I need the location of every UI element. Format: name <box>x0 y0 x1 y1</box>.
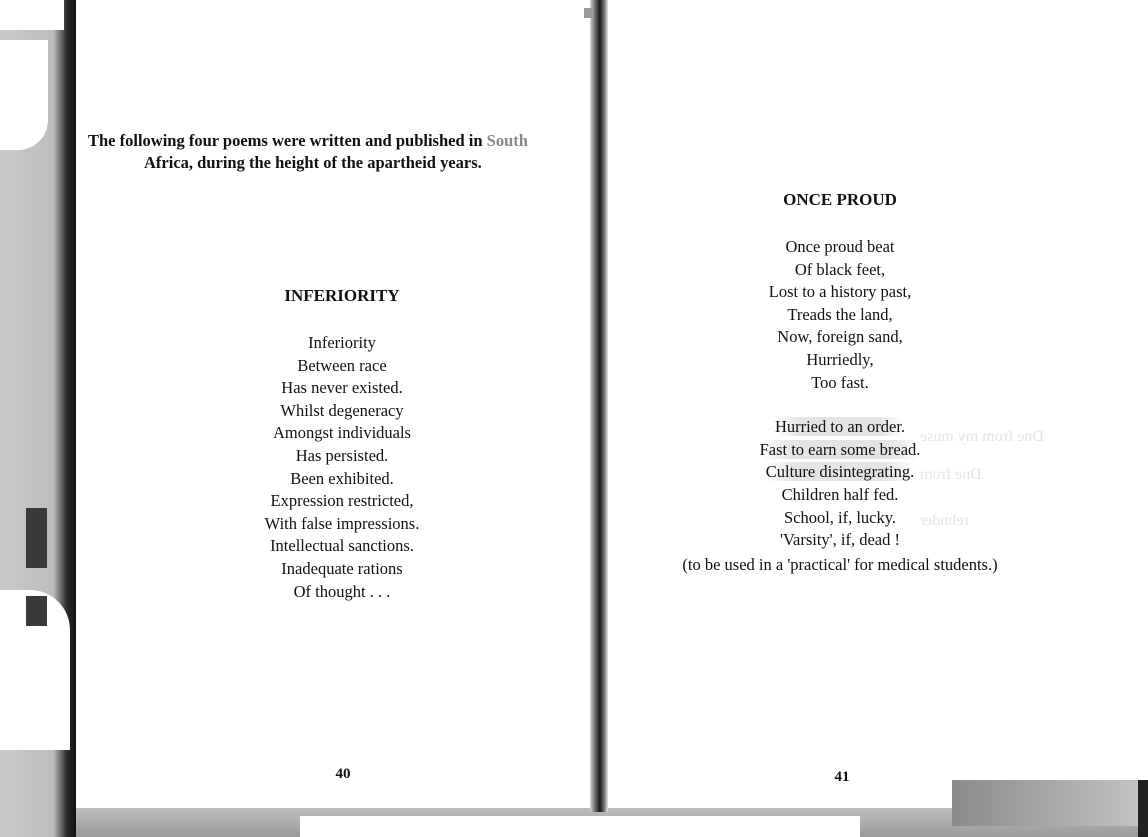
poem-line: With false impressions. <box>264 513 420 533</box>
poem-line: Between race <box>297 355 387 375</box>
intro-line-1: The following four poems were written and published in <box>88 131 483 150</box>
poem-line: Now, foreign sand, <box>777 327 903 347</box>
bleed-through-text: Dne from <box>920 466 982 483</box>
poem-line: School, if, lucky. <box>783 507 897 527</box>
poem-inferiority <box>242 332 442 603</box>
scan-artifact <box>300 816 860 837</box>
poem-line: Inadequate rations <box>281 558 403 578</box>
poem-line: Once proud beat <box>785 237 895 256</box>
poem-line: Has persisted. <box>295 445 389 465</box>
poem-line: Inferiority <box>308 333 376 352</box>
poem-line <box>700 416 980 439</box>
page-number-right: 41 <box>834 769 850 785</box>
poem-line: Been exhibited. <box>290 468 394 488</box>
poem-line: Has never existed. <box>281 378 403 398</box>
poem-line: Amongst individuals <box>273 423 411 443</box>
intro-line-2: Africa, during the height of the apartheid years. <box>144 153 482 172</box>
scan-artifact <box>0 40 48 150</box>
poem-title-inferiority: INFERIORITY <box>284 286 400 305</box>
poem-line: Intellectual sanctions. <box>270 536 414 556</box>
page-number-left: 40 <box>335 766 351 782</box>
bleed-through-text: rehnder <box>920 512 969 529</box>
book-spine <box>590 0 608 812</box>
poem-line <box>700 461 980 484</box>
poem-once-proud <box>700 236 980 552</box>
poem-line-text: Fast to earn some bread. <box>759 439 921 459</box>
poem-line: Lost to a history past, <box>768 282 912 302</box>
scan-artifact <box>1138 780 1148 837</box>
scan-artifact <box>0 0 64 30</box>
poem-line: Expression restricted, <box>270 491 414 511</box>
poem-line: Of thought . . . <box>293 581 391 601</box>
bleed-through-text: Dne from my muse <box>920 428 1044 445</box>
poem-line-text: Culture disintegrating. <box>765 462 915 482</box>
scan-artifact-bar <box>26 596 47 626</box>
poem-line: Too fast. <box>811 372 869 392</box>
scan-bottom-right-shadow <box>952 780 1148 826</box>
poem-title-once-proud: ONCE PROUD <box>783 190 897 209</box>
poem-footnote: (to be used in a 'practical' for medical students.) <box>682 555 998 574</box>
intro-faded-word: South <box>486 131 528 150</box>
scan-artifact <box>584 8 592 18</box>
poem-line-text: Hurried to an order. <box>774 417 906 437</box>
scan-artifact-bar <box>26 508 47 568</box>
poem-line: Hurriedly, <box>806 349 874 369</box>
poem-line: Whilst degeneracy <box>280 400 404 420</box>
intro-paragraph <box>88 130 598 174</box>
poem-line <box>700 439 980 462</box>
poem-line: 'Varsity', if, dead ! <box>779 530 901 550</box>
poem-line: Treads the land, <box>787 304 893 324</box>
stanza-break <box>700 394 980 416</box>
poem-line: Of black feet, <box>794 259 886 279</box>
poem-line: Children half fed. <box>781 484 899 504</box>
